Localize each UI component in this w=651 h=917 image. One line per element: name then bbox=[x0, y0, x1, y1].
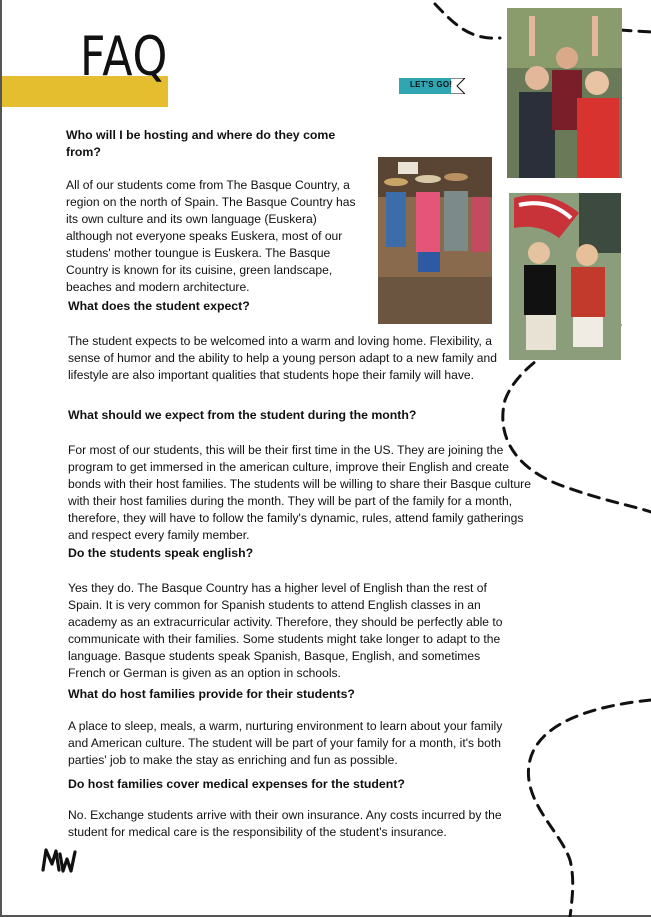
faq-answer-1: All of our students come from The Basque Country, a region on the north of Spain. The Basque Country has its own culture and its own language (Euskera) although not everyone speaks Euskera, most of our studens' mother toungue is Euskera. The Basque Country is known for its cuisine, green landscape, beaches and modern architecture. bbox=[66, 178, 356, 294]
faq-question-6: Do host families cover medical expenses for the student? bbox=[68, 777, 405, 791]
faq-question-2: What does the student expect? bbox=[68, 299, 250, 313]
faq-question-5: What do host families provide for their students? bbox=[68, 687, 355, 701]
faq-answer-5: A place to sleep, meals, a warm, nurturing environment to learn about your family and American culture. The student will be part of your family for a month, it's both parties' job to make the stay as enriching and fun as possible. bbox=[68, 719, 503, 767]
faq-answer-2: The student expects to be welcomed into a warm and loving home. Flexibility, a sense of humor and the ability to help a young person adapt to a new family and lifestyle are also important qualities that students hope their family will have. bbox=[68, 334, 497, 382]
faq-answer-3: For most of our students, this will be their first time in the US. They are joining the program to get immersed in the american culture, improve their English and create bonds with their host families. The students will be willing to share their Basque culture with their host families during the month. They will be part of the family for a month, therefore, they will have to follow the family's dynamic, rules, attend family gatherings and respect every family member. bbox=[68, 443, 531, 542]
page-title: FAQ bbox=[80, 25, 169, 88]
faq-answer-4: Yes they do. The Basque Country has a higher level of English than the rest of Spain. It is very common for Spanish students to attend English classes in an academy as an extracurricular activity. Therefore, they should be perfectly able to communicate with their families. Some students might take longer to adapt to the language. Basque students speak Spanish, Basque, English, and sometimes French or German is given as an option in schools. bbox=[68, 581, 503, 680]
left-border bbox=[0, 0, 2, 917]
photo-group-cowboy-hats bbox=[378, 157, 492, 324]
faq-question-3: What should we expect from the student during the month? bbox=[68, 408, 417, 422]
tag-label: LET'S GO! bbox=[410, 80, 453, 89]
faq-question-4: Do the students speak english? bbox=[68, 546, 254, 560]
faq-answer-6: No. Exchange students arrive with their own insurance. Any costs incurred by the student for medical care is the responsibility of the student's insurance. bbox=[68, 808, 502, 839]
photo-two-girls-flag bbox=[509, 193, 621, 360]
photo-group-top-right bbox=[507, 8, 622, 178]
mw-logo-icon bbox=[40, 846, 78, 874]
faq-question-1: Who will I be hosting and where do they come from? bbox=[66, 128, 336, 159]
